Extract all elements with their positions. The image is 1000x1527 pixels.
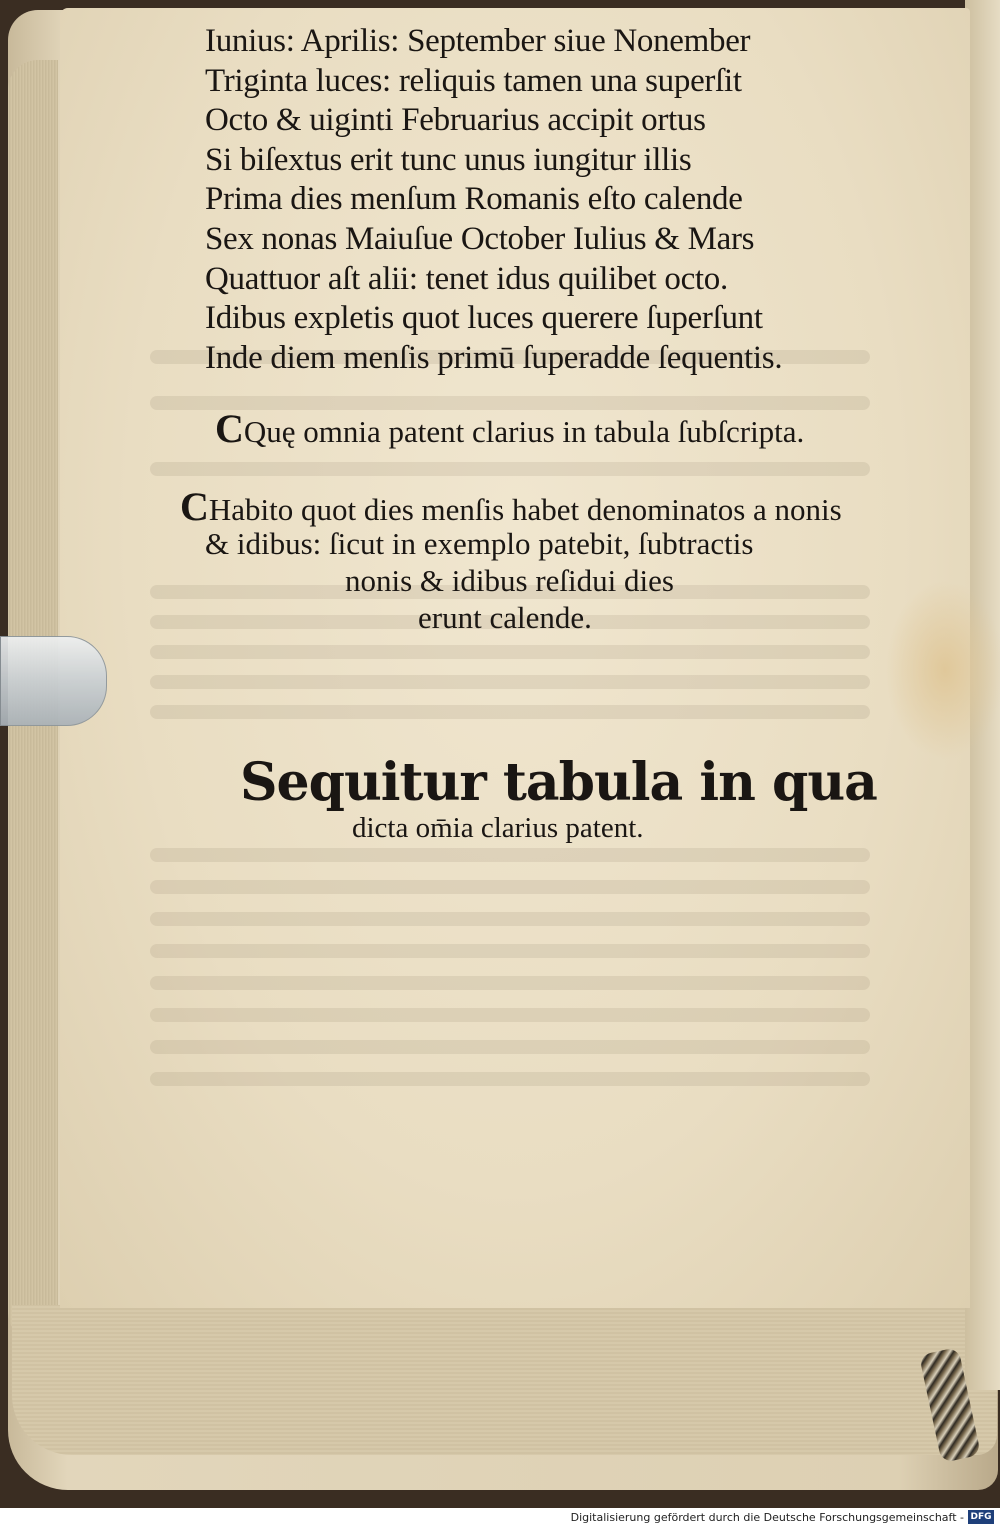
note-line xyxy=(215,406,805,451)
show-through-text xyxy=(150,944,870,958)
verse-line: Sex nonas Maiuſue October Iulius & Mars xyxy=(205,220,755,257)
paragraph-line: erunt calende. xyxy=(418,600,592,635)
section-subheading: dicta om̄ia clarius patent. xyxy=(352,812,644,844)
show-through-text xyxy=(150,880,870,894)
paragraph-line: & idibus: ſicut in exemplo patebit, ſubtractis xyxy=(205,526,754,561)
verse-block xyxy=(205,22,845,378)
show-through-text xyxy=(150,462,870,476)
paragraph-line: nonis & idibus reſidui dies xyxy=(345,563,674,598)
show-through-text xyxy=(150,705,870,719)
show-through-text xyxy=(150,1008,870,1022)
verse-line: Iunius: Aprilis: September siue Nonember xyxy=(205,23,751,59)
verse-line: Prima dies menſum Romanis eſto calende xyxy=(205,181,743,218)
verse-line: Si biſextus erit tunc unus iungitur illis xyxy=(205,141,692,178)
show-through-text xyxy=(150,1040,870,1054)
show-through-text xyxy=(150,1072,870,1086)
show-through-text xyxy=(150,912,870,926)
paragraph-text: Habito quot dies menſis habet denominatos a nonis xyxy=(208,492,842,527)
page-clip xyxy=(0,636,107,726)
section-heading: Sequitur tabula in qua xyxy=(240,752,877,813)
dfg-logo-icon: DFG xyxy=(968,1510,994,1524)
paragraph-mark-icon: C xyxy=(215,406,244,451)
show-through-text xyxy=(150,675,870,689)
show-through-text xyxy=(150,848,870,862)
paragraph-mark-icon: C xyxy=(180,484,209,529)
verse-line: Triginta luces: reliquis tamen una superſit xyxy=(205,62,742,99)
page-stain xyxy=(885,580,1000,760)
note-text: Quę omnia patent clarius in tabula ſubſcripta. xyxy=(243,414,805,449)
show-through-text xyxy=(150,976,870,990)
verse-line: Idibus expletis quot luces querere ſuperſunt xyxy=(205,300,763,337)
paragraph-line xyxy=(180,484,842,529)
show-through-text xyxy=(150,396,870,410)
verse-line: Octo & uiginti Februarius accipit ortus xyxy=(205,102,706,139)
digitization-credit: Digitalisierung gefördert durch die Deutsche Forschungsgemeinschaft - xyxy=(570,1511,964,1524)
verse-line: Quattuor aſt alii: tenet idus quilibet octo. xyxy=(205,260,728,297)
show-through-text xyxy=(150,645,870,659)
page-stack-bottom xyxy=(12,1305,997,1455)
verse-line: Inde diem menſis primū ſuperadde ſequentis. xyxy=(205,339,783,376)
